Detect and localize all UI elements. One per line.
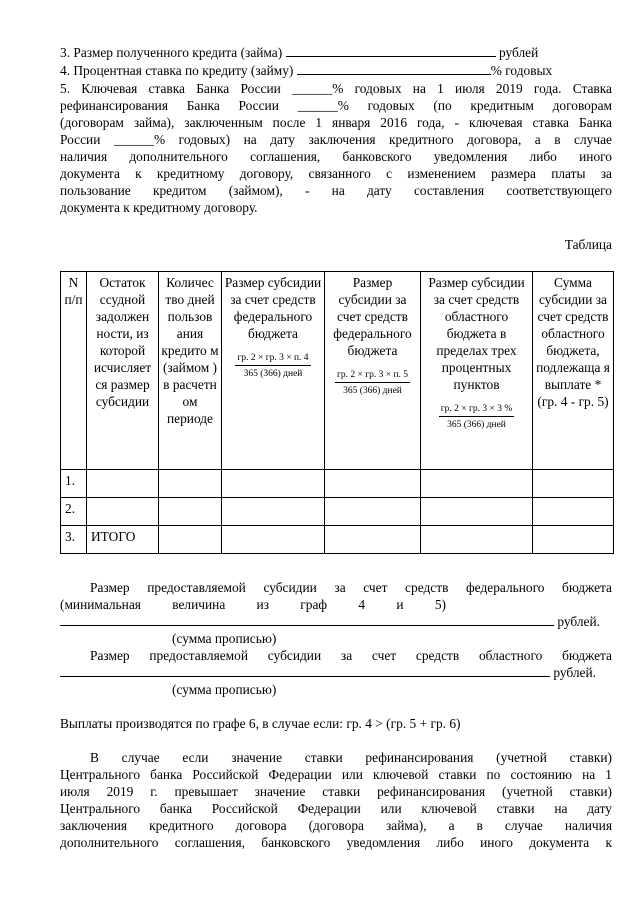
table-cell[interactable] (325, 498, 421, 526)
table-cell[interactable] (533, 470, 614, 498)
regional-subsidy-line-1: Размер предоставляемой субсидии за счет средств областного бюджета (90, 648, 612, 663)
federal-caption: (сумма прописью) (172, 631, 277, 646)
item-5-line-5: наличия дополнительного соглашения, банковского уведомления либо иного (60, 149, 612, 164)
item-3-blank[interactable] (286, 44, 496, 57)
item-5-line-4: России ______% годовых) на дату заключения кредитного договора, а в случае (60, 132, 612, 147)
item-3-unit: рублей (498, 45, 539, 60)
table-header-row (61, 272, 614, 470)
closing-paragraph-line-1: В случае если значение ставки рефинансирования (учетной ставки) (90, 750, 612, 765)
formula-col5: $\frac{гр. 2 \times гр. 3 \times п. 5}{\text{365 (366) дней}}$ (336, 370, 409, 396)
table-total-row (61, 526, 614, 554)
table-cell[interactable] (222, 498, 325, 526)
item-5-line-8: документа к кредитному договору. (60, 200, 258, 215)
table-cell[interactable] (325, 526, 421, 554)
table-cell[interactable] (159, 526, 222, 554)
header-federal-subsidy-1: Размер субсидии за счет средств федерального бюджета $\frac{гр. 2 \times гр. 3 \times п. 4}{\text{365 (366) дней}}$ (222, 272, 325, 470)
table-cell[interactable] (421, 470, 533, 498)
closing-paragraph-line-5: заключения кредитного договора (договора займа), а в случае наличия (60, 818, 612, 833)
table-cell[interactable] (533, 526, 614, 554)
item-4-blank[interactable] (297, 62, 491, 75)
table-cell[interactable] (533, 498, 614, 526)
row-number: 1. (61, 470, 87, 498)
item-3-line (60, 44, 612, 61)
item-3-label: 3. Размер полученного кредита (займа) (60, 45, 283, 60)
closing-paragraph-line-6: дополнительного соглашения, банковского уведомления либо иного документа к (60, 835, 612, 850)
item-5-line-3: (договорам займа), заключенным после 1 января 2016 года, - ключевая ставка Банка (60, 115, 612, 130)
header-days: Количес тво дней пользов ания кредито м (займом ) в расчетн ом периоде (159, 272, 222, 470)
table-cell[interactable] (87, 498, 159, 526)
item-5-line-6: документа к кредитному договору, связанного с изменением размера платы за (60, 166, 612, 181)
regional-amount-blank[interactable] (60, 664, 550, 677)
table-row (61, 498, 614, 526)
row-number: 3. (61, 526, 87, 554)
closing-paragraph-line-3: июля 2019 г. превышает значение ставки рефинансирования (учетной ставки) (60, 784, 612, 799)
federal-unit: рублей. (557, 614, 601, 629)
item-5-line-1: 5. Ключевая ставка Банка России ______% годовых на 1 июля 2019 года. Ставка (60, 81, 612, 96)
header-federal-subsidy-2: Размер субсидии за счет средств федерального бюджета $\frac{гр. 2 \times гр. 3 \times п. 5}{\text{365 (366) дней}}$ (325, 272, 421, 470)
table-cell[interactable] (222, 526, 325, 554)
formula-col4: $\frac{гр. 2 \times гр. 3 \times п. 4}{\text{365 (366) дней}}$ (237, 353, 309, 379)
table-cell[interactable] (421, 526, 533, 554)
table-cell[interactable] (325, 470, 421, 498)
item-4-label: 4. Процентная ставка по кредиту (займу) (60, 63, 294, 78)
table-row (61, 470, 614, 498)
table-cell[interactable] (222, 470, 325, 498)
table-cell[interactable] (159, 498, 222, 526)
header-number: N п/п (61, 272, 87, 470)
federal-subsidy-line-1: Размер предоставляемой субсидии за счет средств федерального бюджета (90, 580, 612, 595)
table-cell[interactable] (421, 498, 533, 526)
header-loan-balance: Остаток ссудной задолжен ности, из которой исчисляет ся размер субсидии (87, 272, 159, 470)
item-4-unit: % годовых (490, 63, 553, 78)
table-cell[interactable] (87, 470, 159, 498)
federal-subsidy-line-2: (минимальная величина из граф 4 и 5) (60, 597, 446, 612)
item-5-line-2: рефинансирования Банка России ______% годовых (по кредитным договорам (60, 98, 612, 113)
header-regional-payout: Сумма субсидии за счет средств областного бюджета, подлежаща я выплате * (гр. 4 - гр. 5) (533, 272, 614, 470)
table-caption: Таблица (564, 237, 612, 252)
header-regional-subsidy: Размер субсидии за счет средств областного бюджета в пределах трех процентных пунктов $\frac{гр. 2 \times гр. 3 \times 3 \%}{\text{365 (366) дней}}$ (421, 272, 533, 470)
closing-paragraph-line-4: Центрального банка Российской Федерации или ключевой ставки на дату (60, 801, 612, 816)
federal-amount-blank[interactable] (60, 613, 554, 626)
federal-subsidy-amount-line (60, 613, 612, 630)
item-5-line-7: пользование кредитом (займом), - на дату составления соответствующего (60, 183, 612, 198)
regional-caption: (сумма прописью) (172, 682, 277, 697)
closing-paragraph-line-2: Центрального банка Российской Федерации или ключевой ставки по состоянию на 1 (60, 767, 612, 782)
payout-condition: Выплаты производятся по графе 6, в случае если: гр. 4 > (гр. 5 + гр. 6) (60, 716, 461, 731)
row-number: 2. (61, 498, 87, 526)
table-cell[interactable] (159, 470, 222, 498)
regional-subsidy-amount-line (60, 664, 612, 681)
total-label: ИТОГО (87, 526, 159, 554)
regional-unit: рублей. (553, 665, 597, 680)
subsidy-table (60, 271, 614, 554)
item-4-line (60, 62, 612, 79)
formula-col6: $\frac{гр. 2 \times гр. 3 \times 3 \%}{\text{365 (366) дней}}$ (440, 404, 513, 430)
